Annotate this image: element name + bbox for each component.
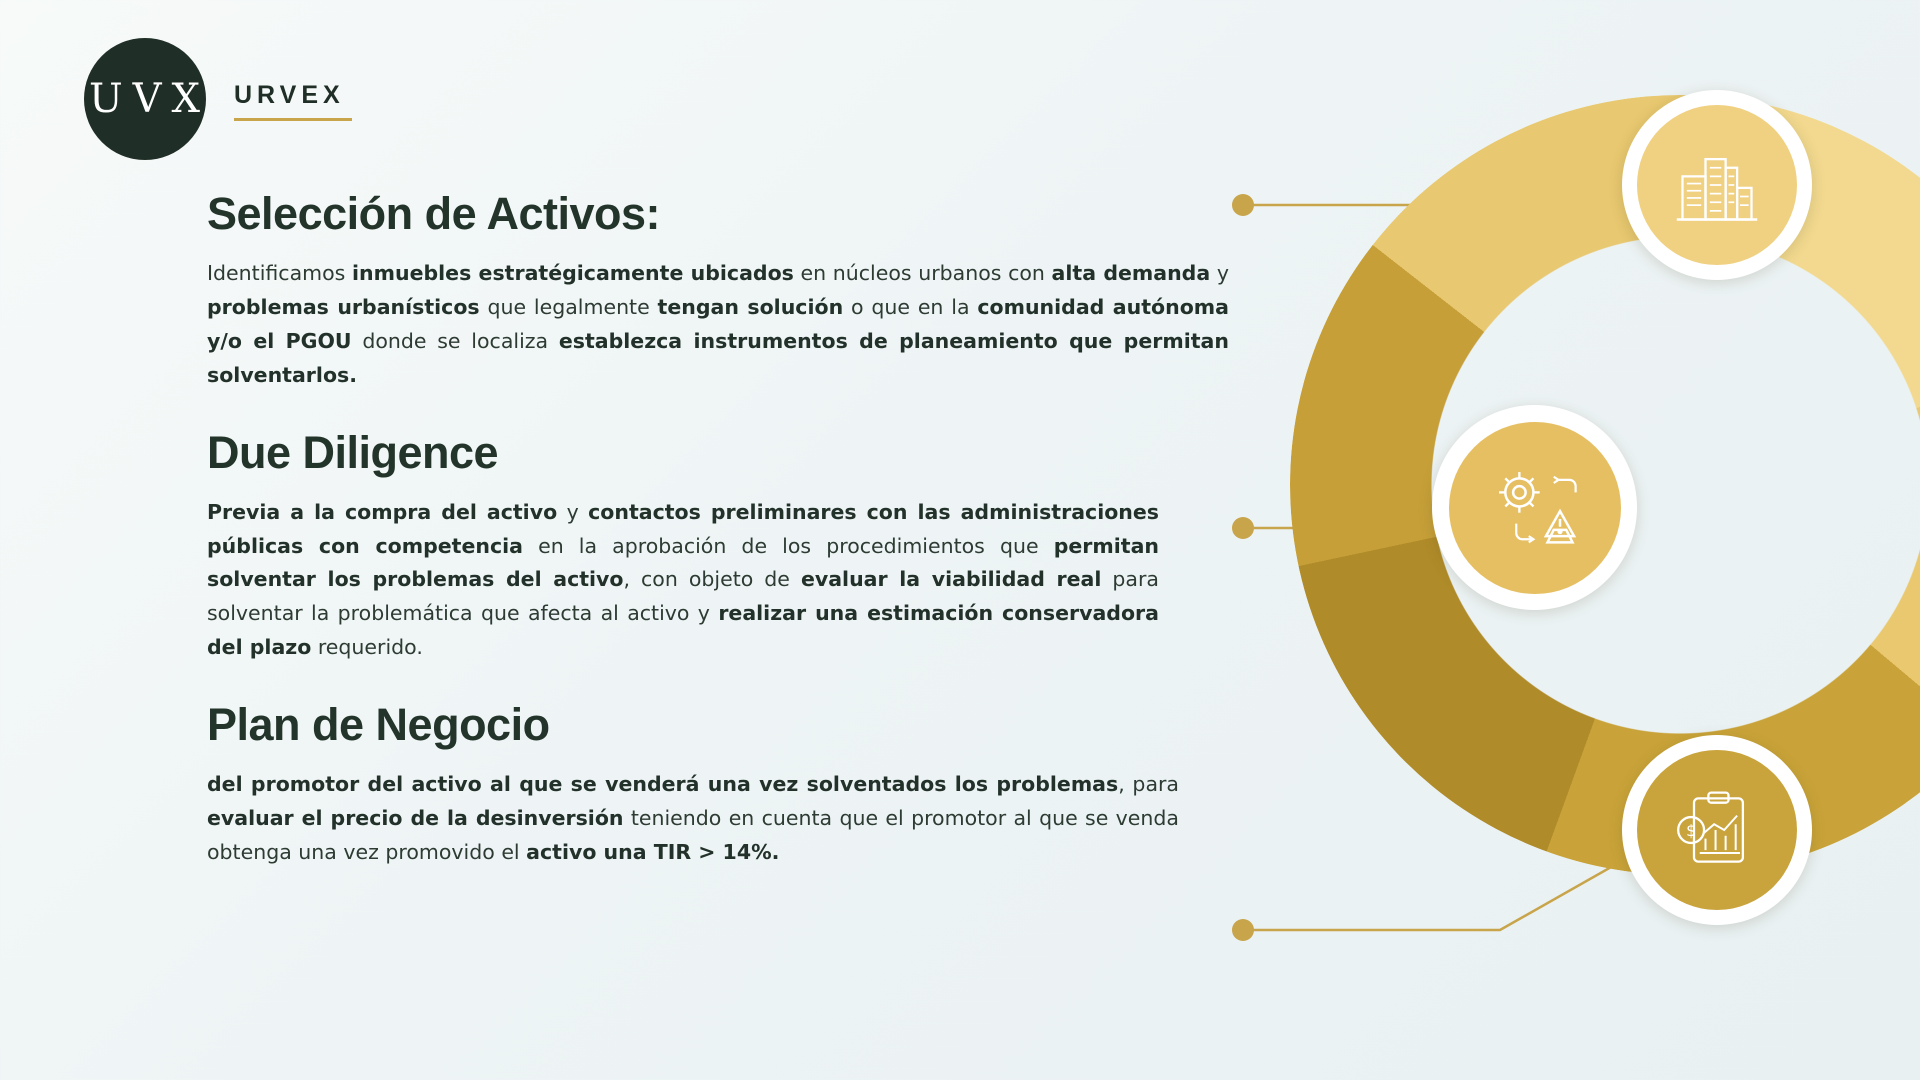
section-body: Previa a la compra del activo y contactos preliminares con las administraciones públicas con competencia en la aprobación de los procedimientos que permitan solventar los problemas del activo, con objeto de evaluar la viabilidad real para solventar la problemática que afecta al activo y realizar una estimación conservadora del plazo requerido. — [207, 499, 1160, 659]
section-title: Selección de Activos: — [207, 188, 660, 239]
content-column — [207, 190, 1227, 870]
svg-text:$: $ — [1686, 820, 1697, 840]
logo-circle — [84, 38, 206, 160]
section-title: Due Diligence — [207, 426, 499, 478]
section-body: del promotor del activo al que se venderá una vez solventados los problemas, para evaluar el precio de la desinversión teniendo en cuenta que el promotor al que se venda obtenga una vez promovido el activo una TIR > 14%. — [207, 772, 1179, 864]
node-inner — [1449, 422, 1621, 594]
section-seleccion-de-activos — [207, 190, 1227, 393]
brand-underline — [234, 118, 352, 121]
brand-logo — [84, 38, 352, 160]
buildings-icon — [1671, 139, 1763, 231]
connector-dot — [1232, 919, 1254, 941]
section-due-diligence — [207, 426, 1227, 665]
section-body: Identificamos inmuebles estratégicamente ubicados en núcleos urbanos con alta demanda y problemas urbanísticos que legalmente tengan solución o que en la comunidad autónoma y/o el PGOU donde se localiza establezca instrumentos de planeamiento que permitan solventarlos. — [207, 261, 1229, 387]
node-buildings — [1622, 90, 1812, 280]
section-title: Plan de Negocio — [207, 698, 550, 750]
connector-dot — [1232, 517, 1254, 539]
node-business-plan — [1622, 735, 1812, 925]
node-inner — [1637, 750, 1797, 910]
node-inner — [1637, 105, 1797, 265]
business-report-icon — [1671, 784, 1763, 876]
logo-monogram: U V X — [88, 76, 202, 122]
node-due-diligence — [1432, 405, 1637, 610]
gear-warning-icon — [1485, 458, 1585, 558]
brand-name: URVEX — [234, 81, 345, 109]
brand-name-block — [234, 77, 352, 121]
section-plan-de-negocio — [207, 698, 1227, 870]
connector-dot — [1232, 194, 1254, 216]
